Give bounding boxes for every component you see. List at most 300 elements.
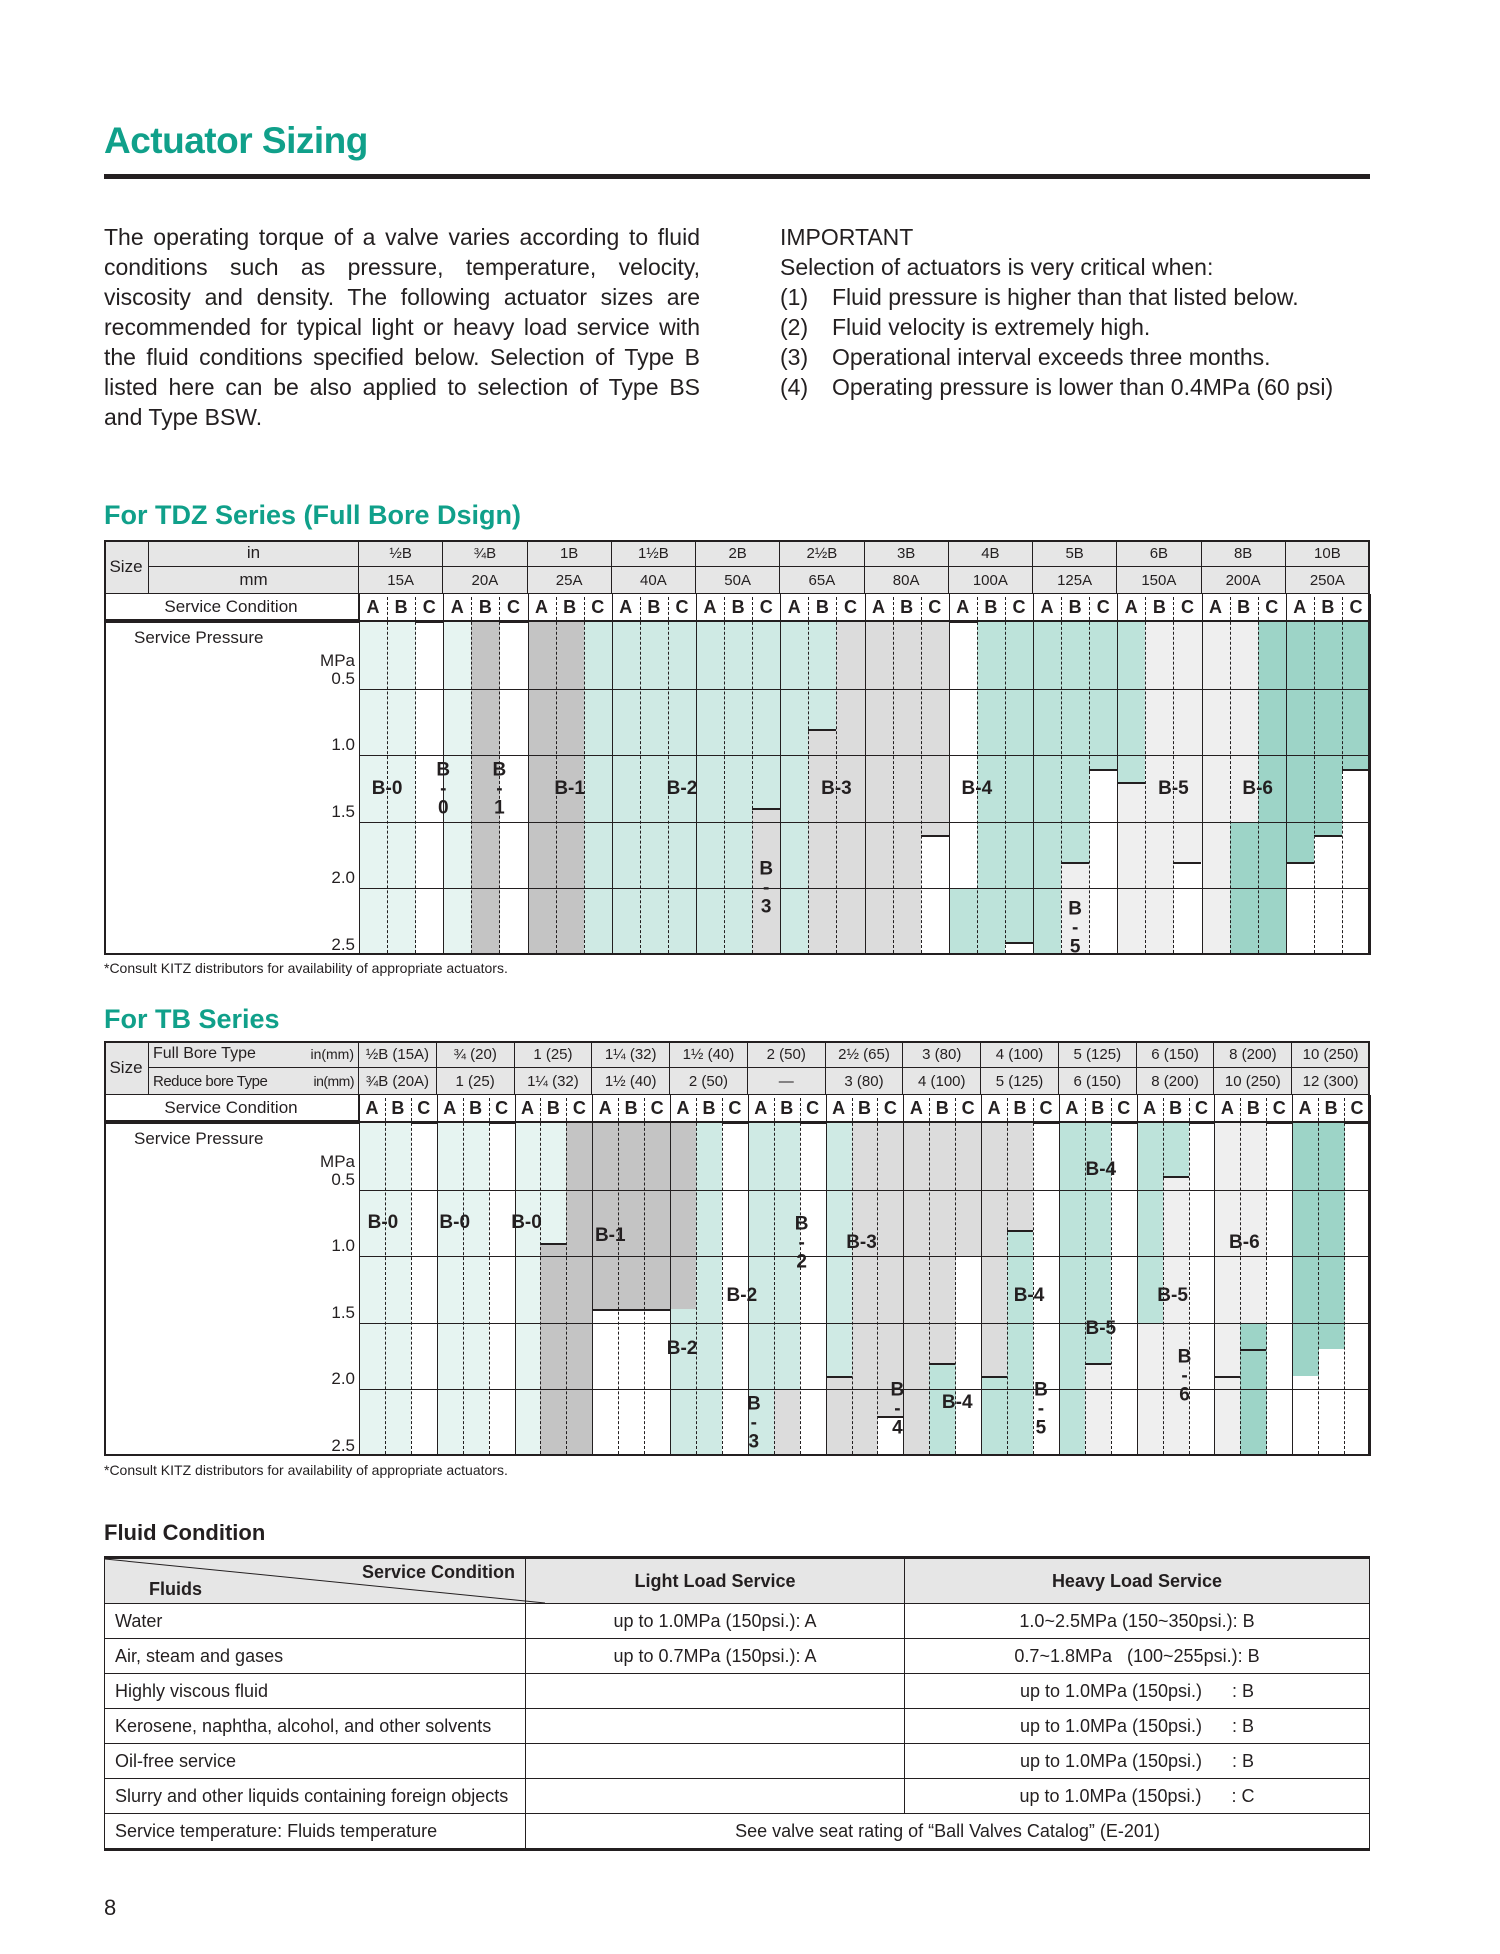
group-divider [1117,594,1118,955]
condition-a: A [366,596,380,617]
group-divider [949,594,950,955]
condition-a: A [909,1097,923,1118]
size-header-bottom: 6 (150) [1059,1068,1137,1095]
step-line [1061,862,1089,864]
light-load-value: up to 0.7MPa (150psi.): A [526,1639,905,1674]
fill-segment [566,1123,592,1456]
label-char: 3 [748,1431,760,1453]
step-line [1005,942,1033,944]
label-char: B [1068,898,1082,920]
label-dash: - [750,1412,757,1434]
item-text: Fluid pressure is higher than that listed below. [832,284,1299,310]
step-line [1214,1376,1240,1378]
condition-divider [1318,1098,1319,1454]
step-line [981,1376,1007,1378]
heavy-load-value: 0.7~1.8MPa (100~255psi.): B [905,1639,1370,1674]
label-char: B [1034,1379,1048,1401]
condition-b: B [857,1097,871,1118]
label-dash: - [1181,1365,1188,1387]
label-char: 4 [892,1417,903,1439]
label-char: 3 [760,896,772,918]
label-char: 5 [1069,936,1081,958]
group-divider [1137,1095,1138,1456]
group-divider [865,594,866,955]
condition-a: A [1209,596,1223,617]
important-notice [780,222,1400,402]
item-number: (3) [780,344,809,370]
important-item [780,342,1400,372]
condition-b: B [1237,596,1251,617]
group-divider [1370,594,1371,955]
condition-c: C [1194,1097,1208,1118]
fill-segment [1089,622,1118,769]
size-header-top: 3 (80) [903,1041,981,1068]
group-divider [437,1095,438,1456]
light-load-value [526,1674,905,1709]
condition-c: C [806,1097,820,1118]
service-condition-label: Service Condition [104,594,359,620]
condition-b: B [391,1097,405,1118]
size-header-bottom: 1¼ (32) [515,1068,593,1095]
item-number: (2) [780,314,809,340]
size-header-top: 4B [949,540,1033,567]
step-line [826,1376,852,1378]
condition-divider [722,1098,723,1454]
condition-divider [644,1098,645,1454]
condition-a: A [1124,596,1138,617]
size-header-bottom: 200A [1202,567,1286,594]
actuator-label [1176,1348,1194,1405]
size-header-top: 6B [1117,540,1201,567]
condition-c: C [650,1097,664,1118]
actuator-label: B-3 [821,777,852,799]
condition-b: B [1324,1097,1338,1118]
condition-divider [1344,1098,1345,1454]
size-header-bottom: 20A [443,567,527,594]
condition-b: B [469,1097,483,1118]
size-header-top: ¾B [443,540,527,567]
fill-segment [865,622,894,955]
condition-a: A [987,1097,1001,1118]
step-line [1314,835,1342,837]
condition-divider [471,597,472,953]
label-char: B [746,1393,761,1415]
group-divider [359,594,360,955]
fill-segment [1173,622,1202,862]
label-char: 2 [796,1251,807,1273]
step-line [592,1309,618,1311]
condition-a: A [365,1097,379,1118]
size-label: Size [104,1041,149,1095]
fill-segment [852,1123,878,1456]
condition-b: B [780,1097,794,1118]
fill-segment [949,888,978,955]
size-header-bottom: 12 (300) [1292,1068,1370,1095]
fluid-row [105,1639,1370,1674]
fill-segment [528,622,557,955]
condition-b: B [546,1097,560,1118]
condition-divider [808,597,809,953]
condition-divider [415,597,416,953]
condition-c: C [961,1097,975,1118]
group-divider [1214,1095,1215,1456]
actuator-label: B-4 [941,1391,973,1413]
fill-segment [640,622,669,955]
condition-divider [1266,1098,1267,1454]
important-heading: IMPORTANT [780,224,914,250]
condition-divider [463,1098,464,1454]
condition-b: B [1013,1097,1027,1118]
item-text: Operational interval exceeds three months. [832,344,1271,370]
condition-a: A [1143,1097,1157,1118]
actuator-label: B-2 [726,1285,758,1307]
actuator-label: B-0 [511,1211,542,1233]
condition-b: B [984,596,998,617]
fill-segment [1007,1123,1033,1230]
grid-line [359,1256,1370,1257]
actuator-label: B-0 [367,1211,399,1233]
condition-a: A [598,1097,612,1118]
mm-label: mm [149,567,359,594]
page-number: 8 [104,1895,117,1920]
condition-a: A [676,1097,690,1118]
condition-b: B [1068,596,1082,617]
size-header-top: 2 (50) [748,1041,826,1068]
y-tick: 2.0 [331,868,355,888]
step-line [1163,1176,1189,1178]
condition-divider [1258,597,1259,953]
condition-divider [800,1098,801,1454]
size-header-bottom: 50A [696,567,780,594]
fluid-row [105,1709,1370,1744]
size-header-bottom: 125A [1033,567,1117,594]
fluid-name: Water [105,1604,526,1639]
condition-divider [1145,597,1146,953]
step-line [1089,769,1117,771]
fill-segment [877,1123,903,1416]
y-tick: 1.5 [331,801,355,821]
condition-a: A [450,596,464,617]
grid-line [359,1190,1370,1191]
size-header-top: 2½ (65) [826,1041,904,1068]
label-char: B [759,858,774,880]
step-line [921,835,949,837]
condition-a: A [520,1097,534,1118]
condition-c: C [1096,596,1110,617]
size-header-bottom: 65A [780,567,864,594]
important-lead: Selection of actuators is very critical when: [780,254,1214,280]
service-condition-label: Service Condition [104,1095,359,1121]
label-dash: - [1071,917,1079,939]
condition-divider [752,597,753,953]
fill-segment [1240,1123,1266,1323]
fill-segment [1342,622,1371,769]
size-header-bottom: 4 (100) [903,1068,981,1095]
condition-divider [1314,597,1315,953]
fill-segment [826,1376,852,1456]
condition-c: C [1012,596,1026,617]
condition-divider [1240,1098,1241,1454]
step-line [1085,1363,1111,1365]
size-header-top: ½B [359,540,443,567]
fill-segment [752,622,781,808]
fill-segment [540,1243,566,1456]
service-condition-label: Service Condition [361,1562,515,1582]
condition-divider [1342,597,1343,953]
title-rule [104,174,1370,179]
size-header-top: 1 (25) [515,1041,593,1068]
actuator-label [1032,1381,1050,1438]
label-char: B [1177,1346,1192,1368]
item-text: Operating pressure is lower than 0.4MPa (60 psi) [832,374,1334,400]
condition-a: A [1065,1097,1079,1118]
condition-a: A [832,1097,846,1118]
fill-segment [696,1123,722,1456]
condition-b: B [815,596,829,617]
group-divider [981,1095,982,1456]
size-header-top: 1½ (40) [670,1041,748,1068]
light-load-header: Light Load Service [526,1558,905,1604]
label-char: 6 [1179,1384,1190,1406]
group-divider [1033,594,1034,955]
size-header-top: 10 (250) [1292,1041,1370,1068]
condition-b: B [624,1097,638,1118]
group-divider [592,1095,593,1456]
fill-segment [929,1123,955,1363]
actuator-label [888,1381,906,1438]
size-header-bottom: 100A [949,567,1033,594]
fill-segment [981,1376,1007,1456]
condition-divider [1089,597,1090,953]
fill-segment [592,1123,618,1309]
condition-divider [893,597,894,953]
actuator-label: B-1 [554,777,585,799]
size-header-top: 5 (125) [1059,1041,1137,1068]
condition-divider [385,1098,386,1454]
y-tick: 1.0 [331,735,355,755]
condition-divider [640,597,641,953]
light-load-value: up to 1.0MPa (150psi.): A [526,1604,905,1639]
fill-segment [644,1123,670,1309]
fill-segment [1085,1363,1111,1456]
size-header-bottom: 3 (80) [826,1068,904,1095]
diagonal-header-cell [105,1558,526,1604]
condition-b: B [394,596,408,617]
condition-c: C [1180,596,1194,617]
item-number: (4) [780,374,809,400]
fill-segment [780,622,809,955]
step-line [1286,862,1314,864]
y-tick: 0.5 [331,668,355,688]
size-header-top: 6 (150) [1137,1041,1215,1068]
service-pressure-label: Service Pressure [134,1129,264,1148]
actuator-label: B-5 [1085,1318,1117,1340]
y-tick: 1.5 [331,1302,355,1322]
fill-segment [1163,1123,1189,1176]
size-header-top: 8B [1202,540,1286,567]
condition-divider [540,1098,541,1454]
fluid-row [105,1604,1370,1639]
fill-segment [903,1123,929,1456]
size-header-bottom: 8 (200) [1137,1068,1215,1095]
step-line [1342,769,1370,771]
size-header-bottom: 2 (50) [670,1068,748,1095]
item-text: Fluid velocity is extremely high. [832,314,1151,340]
fill-segment [921,622,950,835]
grid-line [359,1323,1370,1324]
actuator-label: B-2 [666,777,698,799]
actuator-label: B-6 [1229,1231,1260,1253]
important-list [780,282,1400,402]
actuator-label [745,1394,763,1451]
fill-segment [612,622,641,955]
condition-divider [1061,597,1062,953]
heavy-load-header: Heavy Load Service [905,1558,1370,1604]
condition-divider [1173,597,1174,953]
unit-text: in(mm) [310,1046,354,1062]
step-line [1173,862,1201,864]
condition-b: B [900,596,914,617]
label-char: 1 [494,797,505,818]
actuator-label: B-6 [1242,777,1273,799]
size-header-bottom: 250A [1286,567,1370,594]
actuator-label: B-3 [846,1231,877,1253]
condition-a: A [703,596,717,617]
actuator-label: B-4 [1085,1158,1117,1180]
fill-segment [1005,622,1034,942]
size-header-top: 1¼ (32) [592,1041,670,1068]
step-line [540,1243,566,1245]
label-dash: - [894,1398,901,1420]
size-header-bottom: ¾B (20A) [359,1068,437,1095]
condition-divider [411,1098,412,1454]
fill-segment [1202,622,1231,955]
condition-c: C [928,596,942,617]
condition-b: B [563,596,577,617]
tdz-sizing-chart [104,540,1370,958]
size-header-top: 2B [696,540,780,567]
actuator-label: B-0 [439,1211,471,1233]
label-dash: - [440,778,447,799]
light-load-value [526,1744,905,1779]
size-header-bottom: 15A [359,567,443,594]
condition-c: C [1039,1097,1053,1118]
group-divider [1370,1095,1371,1456]
important-item [780,372,1400,402]
condition-a: A [1298,1097,1312,1118]
condition-b: B [1321,596,1335,617]
fill-segment [1292,1123,1318,1376]
fill-segment [618,1123,644,1309]
fluid-name: Oil-free service [105,1744,526,1779]
label-char: 0 [437,797,449,818]
group-divider [515,1095,516,1456]
size-header-top: ¾ (20) [437,1041,515,1068]
condition-c: C [591,596,605,617]
size-header-bottom: 10 (250) [1214,1068,1292,1095]
condition-a: A [535,596,549,617]
fill-segment [385,1123,411,1456]
actuator-label: B-0 [371,777,403,799]
condition-divider [1111,1098,1112,1454]
condition-a: A [1040,596,1054,617]
size-header-top: 8 (200) [1214,1041,1292,1068]
fill-segment [808,729,837,955]
reduce-bore-text: Reduce bore Type [153,1072,268,1090]
step-line [1117,782,1145,784]
fluid-row [105,1674,1370,1709]
size-header-bottom: 25A [528,567,612,594]
group-divider [612,594,613,955]
fluid-header-row [105,1558,1370,1604]
condition-c: C [1117,1097,1131,1118]
condition-c: C [843,596,857,617]
condition-divider [724,597,725,953]
size-header-bottom: 80A [865,567,949,594]
condition-divider [584,597,585,953]
condition-a: A [1293,596,1307,617]
fluid-name: Air, steam and gases [105,1639,526,1674]
heavy-load-value: up to 1.0MPa (150psi.) : B [905,1709,1370,1744]
condition-divider [929,1098,930,1454]
size-header-bottom: 1 (25) [437,1068,515,1095]
condition-a: A [956,596,970,617]
condition-c: C [506,596,520,617]
condition-divider [921,597,922,953]
y-tick: 2.5 [331,935,355,954]
fill-segment [696,622,725,955]
condition-b: B [478,596,492,617]
condition-a: A [787,596,801,617]
fill-segment [540,1123,566,1243]
fill-segment [1059,1123,1085,1456]
condition-divider [1085,1098,1086,1454]
condition-c: C [572,1097,586,1118]
fill-segment [724,622,753,955]
condition-divider [1163,1098,1164,1454]
condition-b: B [1152,596,1166,617]
condition-divider [668,597,669,953]
intro-paragraph: The operating torque of a valve varies according to fluid conditions such as pressure, temperature, velocity, viscosity and density. The following actuator sizes are recommended for typical light or heavy load service with the fluid conditions specified below. Selection of Type B listed here can be also applied to selection of Type BS and Type BSW. [104,224,700,430]
condition-b: B [935,1097,949,1118]
condition-a: A [1220,1097,1234,1118]
step-line [644,1309,670,1311]
condition-divider [1007,1098,1008,1454]
fluid-name: Highly viscous fluid [105,1674,526,1709]
actuator-label: B-5 [1157,1285,1188,1307]
unit-label: MPa [320,1151,355,1171]
condition-b: B [1091,1097,1105,1118]
tdz-footnote: *Consult KITZ distributors for availability of appropriate actuators. [104,960,508,976]
group-divider [1202,594,1203,955]
actuator-label [793,1214,811,1271]
service-pressure-label: Service Pressure [134,628,264,647]
fill-segment [1214,1123,1240,1456]
tb-section-title: For TB Series [104,1004,280,1034]
condition-divider [556,597,557,953]
fill-segment [1117,622,1146,782]
condition-c: C [759,596,773,617]
label-dash: - [1037,1398,1045,1420]
y-tick: 0.5 [331,1169,355,1189]
step-line [1240,1349,1266,1351]
in-label: in [149,540,359,567]
item-number: (1) [780,284,809,310]
y-tick: 1.0 [331,1236,355,1256]
step-line [618,1309,644,1311]
actuator-label: B-1 [594,1225,626,1247]
temperature-label: Service temperature: Fluids temperature [105,1814,526,1850]
